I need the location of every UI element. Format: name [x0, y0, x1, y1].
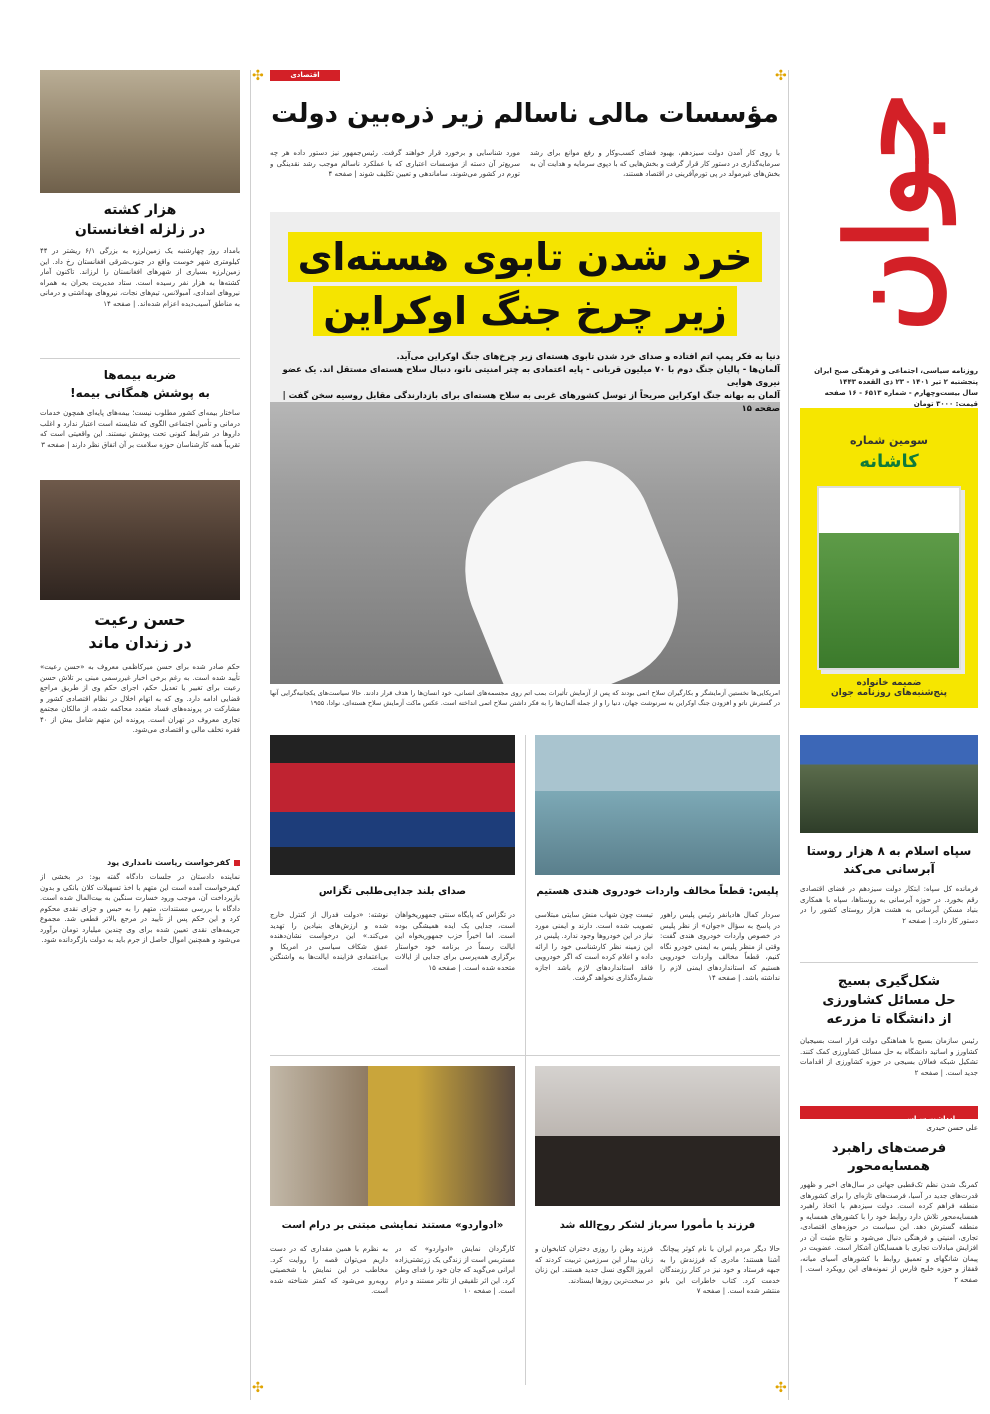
quake-body: بامداد روز چهارشنبه یک زمین‌لرزه به بزرگی ۶/۱ ریشتر در ۴۴ کیلومتری شهر خوست واقع در جنوب‌شرقی افغانستان رخ داد. این زمین‌لرزه بسیاری از شهرهای افغانستان را لرزاند. تاکنون آمار کشته‌ها به هزار نفر رسیده است. ستاد مدیریت بحران به همراه نیروهای امدادی، آمبولانس، تیم‌های نجات، نیروهای بهداشتی و درمانی به مناطق آسیب‌دیده اعزام شده‌اند. | صفحه ۱۴: [40, 247, 240, 308]
lead-section-tag: اقتصادی: [270, 70, 780, 81]
kashaneh-title: کاشانه: [859, 451, 919, 472]
registration-mark-icon: ✣: [252, 1380, 264, 1396]
farzand-col-left: فرزند وطن را روزی دختران کتابخوان و زنان بیدار این سرزمین تربیت کردند که امروز الگوی نسل جدید هستند. این زنان در سخت‌ترین روزها ایستادند.: [535, 1245, 653, 1285]
rayat-body2: نماینده دادستان در جلسات دادگاه گفته بود: در بخشی از کیفرخواست آمده است این متهم با اخذ تسهیلات کلان بانکی و بدون بازپرداخت آن، موجب ورود خسارت سنگین به بیت‌المال شده است. دادگاه با بررسی مستندات، متهم را به حبس و جزای نقدی محکوم کرد و این حکم پس از تأیید در مرجع بالاتر قطعی شد. مجموع جریمه‌های نقدی تعیین شده برای وی چندین میلیارد تومان برآورد می‌شود و همچنین اموال حاصل از جرم باید به دولت بازگردانده شود.: [40, 873, 240, 944]
basij-headline: شکل‌گیری بسیج حل مسائل کشاورزی از دانشگاه تا مزرعه: [822, 974, 956, 1027]
insurance-headline: ضربه بیمه‌ها به پوشش همگانی بیمه!: [70, 368, 210, 400]
masthead: [800, 72, 978, 410]
quake-photo: [40, 70, 240, 193]
registration-mark-icon: ✣: [252, 68, 264, 84]
kashaneh-ad[interactable]: [800, 408, 978, 708]
police-headline: پلیس: قطعاً مخالف واردات خودروی هندی هستیم: [536, 886, 779, 897]
usa-photo: [270, 735, 515, 875]
lead-headline: مؤسسات مالی ناسالم زیر ذره‌بین دولت: [271, 99, 779, 129]
masthead-issue: سال بیست‌وچهارم - شماره ۶۵۱۳ - ۱۶ صفحه: [824, 389, 978, 397]
lead-col-right: با روی کار آمدن دولت سیزدهم، بهبود فضای کسب‌وکار و رفع موانع برای رشد سرمایه‌گذاری در دستور کار قرار گرفت و بخش‌هایی که با دپوی سرمایه و هدایت آن به بخش‌های غیرمولد در پی تورم‌آفرینی در اقتصاد هستند،: [530, 149, 780, 178]
main-subheads: دنیا به فکر پمپ اتم افتاده و صدای خرد شدن تابوی هسته‌ای زیر چرخ‌های جنگ اوکراین می‌آید. آلمان‌ها - پالیان جنگ دوم با ۷۰ میلیون قربانی - پایه اعتمادی به چتر امنیتی ناتو، دنبال سلاح هسته‌ای مستقل اند. یک عضو نیروی هوایی آلمان به بهانه جنگ اوکراین صریحاً از توسل کشورهای غربی به سلاح هسته‌ای برای بازدارندگی مقابل روسیه سخن گفت | صفحه ۱۵: [282, 351, 780, 413]
main-headline: خرد شدن تابوی هسته‌ای زیر چرخ جنگ اوکراین: [270, 232, 780, 336]
police-col-right: سردار کمال هادیانفر رئیس پلیس راهور در پاسخ به سؤال «جوان» از نظر پلیس در خصوص واردات خودروی هندی گفت: وقتی از منظر پلیس به ایمنی خودرو نگاه کنیم، قطعاً مخالف واردات خودرویی هستیم که استانداردهای ایمنی لازم را نداشته باشد. | صفحه ۱۴: [660, 911, 780, 982]
usa-col-right: در تگزاس که پایگاه سنتی جمهوریخواهان است، جدایی یک ایده همیشگی بوده است. اما اخیراً حزب جمهوریخواه این ایالت رسماً در برنامه خود خواستار برگزاری همه‌پرسی برای جدایی از ایالات متحده شده است. | صفحه ۱۵: [395, 911, 515, 972]
kashaneh-bottom2: پنج‌شنبه‌های روزنامه جوان: [831, 688, 947, 698]
farzand-photo: [535, 1066, 780, 1206]
doc-col-right: کارگردان نمایش «ادواردو» که در مستربس است از زندگی یک زرتشتی‌زاده ایرانی می‌گوید که جان خود را فدای وطن کرد. این اثر تلفیقی از تئاتر مستند و درام است. | صفحه ۱۰: [395, 1245, 515, 1295]
rayat-body: حکم صادر شده برای حسن میرکاظمی معروف به «حسن رعیت» تأیید شده است. به رغم برخی اخبار غیررسمی مبنی بر تلاش حسن رعیت برای تغییر یا تعدیل حکم، اجرای حکم وی از طریق مراجع قضایی ادامه دارد. وی که به اتهام اخلال در نظام اقتصادی کشور و مشارکت در پرونده‌های فساد متعدد محاکمه شده، از مالکان مجتمع تجاری معروف در تهران است. پرونده این متهم شامل بیش از ۴۰ فقره تخلف مالی و اقتصادی می‌شود.: [40, 663, 240, 734]
police-col-left: تیست چون شهاب منش سایتی مبتلاسی تصویب شده است. دارند و ایمنی مورد نیاز در این خودروها وجود ندارد. پلیس در این زمینه نظر کارشناسی خود را ارائه داده و اعلام کرده است که اگر خودرویی فاقد استانداردهای لازم باشد اجازه شماره‌گذاری نخواهد گرفت.: [535, 911, 653, 982]
farzand-col-right: حالا دیگر مردم ایران با نام کوثر پیچانگ آشنا هستند؛ مادری که فرزندش را به جبهه فرستاد و خود نیز در کنار رزمندگان خدمت کرد. کتاب خاطرات این بانو منتشر شده است. | صفحه ۷: [660, 1245, 780, 1295]
note-body: کمرنگ شدن نظم تک‌قطبی جهانی در سال‌های اخیر و ظهور قدرت‌های جدید در آسیا، فرصت‌های تازه‌ای را برای کشورهای منطقه فراهم کرده است. دولت سیزدهم با اتخاذ راهبرد همسایه‌محور تلاش دارد روابط خود را با کشورهای همسایه و منطقه گسترش دهد. این سیاست در حوزه‌های اقتصادی، تجاری، امنیتی و فرهنگی دنبال می‌شود و نتایج مثبت آن در افزایش مبادلات تجاری با همسایگان آشکار است. عضویت در پیمان شانگهای و تعمیق روابط با کشورهای آسیای میانه، قفقاز و حوزه خلیج فارس از نمونه‌های این رویکرد است. | صفحه ۲: [800, 1181, 978, 1284]
masthead-date: پنجشنبه ۲ تیر ۱۴۰۱ - ۲۳ ذی القعده ۱۴۴۳: [838, 378, 978, 386]
rayat-photo: [40, 480, 240, 600]
main-caption: امریکایی‌ها نخستین آزمایشگر و بکارگیران سلاح اتمی بودند که پس از آزمایش تأثیرات بمب اتم روی مجسمه‌های انسانی، خود انسان‌ها را هدف قرار دادند. حالا سیاست‌های یکجانبه‌گرایی آنها در گسترش ناتو و افزودن جنگ اوکراین به سرنوشت جهان، دنیا را و از جمله آلمان‌ها را به فکر داشتن سلاح اتمی انداخته است. عکس ماکت آزمایش سلاح هسته‌ای، نوادا، ۱۹۵۵: [270, 689, 780, 707]
rayat-subhead: کفرخواست ریاست نامداری یود: [40, 858, 240, 867]
quake-headline: هزار کشته در زلزله افغانستان: [74, 202, 206, 238]
rayat-headline: حسن رعیت در زندان ماند: [88, 610, 192, 652]
doc-headline: «ادواردو» مستند نمایشی مبتنی بر درام است: [281, 1220, 504, 1231]
sepah-body: فرمانده کل سپاه: ابتکار دولت سیزدهم در فضای اقتصادی رقم بخورد. در حوزه آبرسانی به روستاها، سپاه با همکاری بنیاد مسکن آبرسانی به هشت هزار روستای کشور را در دستور کار دارد. | صفحه ۲: [800, 885, 978, 925]
masthead-price: قیمت: ۳۰۰۰ تومان: [913, 400, 978, 408]
logo: جوان: [823, 91, 954, 333]
sepah-headline: سپاه اسلام به ۸ هزار روستا آبرسانی می‌کند: [806, 844, 972, 876]
police-photo: [535, 735, 780, 875]
registration-mark-icon: ✣: [775, 68, 787, 84]
sepah-photo: [800, 735, 978, 833]
usa-headline: صدای بلند جدایی‌طلبی تگزاس: [318, 886, 467, 897]
lead-col-left: مورد شناسایی و برخورد قرار خواهند گرفت. رئیس‌جمهور نیز دستور داده هر چه سریع‌تر آن دسته از مؤسسات اعتباری که با عملکرد ناسالم موجب رشد نقدینگی و تورم در کشور می‌شوند، ساماندهی و تعیین تکلیف شوند | صفحه ۴: [270, 149, 520, 178]
kashaneh-bottom1: ضمیمه خانواده: [856, 678, 922, 688]
kashaneh-top: سومین شماره: [850, 434, 928, 447]
doc-photo: [270, 1066, 515, 1206]
note-headline: فرصت‌های راهبرد همسایه‌محور: [831, 1141, 947, 1174]
farzand-headline: فرزند یا مأمورا سرباز لشکر روح‌الله شد: [559, 1220, 756, 1231]
registration-mark-icon: ✣: [775, 1380, 787, 1396]
note-author: علی حسن حیدری: [926, 1124, 978, 1132]
insurance-body: ساختار بیمه‌ای کشور مطلوب نیست؛ بیمه‌های پایه‌ای همچون خدمات درمانی و تأمین اجتماعی الگوی که شایسته است اعتبار ندارد و اغلب داروها در شرایط کنونی تحت پوشش نیستند. این واقعیتی است که تقریباً همه کارشناسان حوزه سلامت بر آن اتفاق نظر دارند | صفحه ۳: [40, 409, 240, 449]
masthead-tagline: روزنامه سیاسی، اجتماعی و فرهنگی صبح ایران: [814, 367, 978, 375]
main-photo-figure: [436, 443, 704, 684]
note-section-tag: یادداشت سیاسی: [800, 1106, 978, 1119]
usa-col-left: نوشته: «دولت فدرال از کنترل خارج شده و ارزش‌های بنیادین را تهدید می‌کند.» این درخواست نشان‌دهنده عمق شکاف سیاسی در امریکا و بی‌اعتمادی فزاینده ایالت‌ها به واشنگتن است.: [270, 911, 388, 972]
doc-col-left: به نظرم با همین مقداری که در دست داریم می‌توان قصه را روایت کرد. مخاطب در این نمایش با شخصیتی روبه‌رو می‌شود که کمتر شناخته شده است.: [270, 1245, 388, 1295]
kashaneh-cover: [817, 486, 961, 670]
basij-body: رئیس سازمان بسیج با هماهنگی دولت قرار است بسیجیان کشاورز و اساتید دانشگاه به حل مسائل کشاورزی کمک کنند. تشکیل شبکه فعالان بسیجی در حوزه کشاورزی از اقدامات جدید است. | صفحه ۲: [800, 1037, 978, 1077]
